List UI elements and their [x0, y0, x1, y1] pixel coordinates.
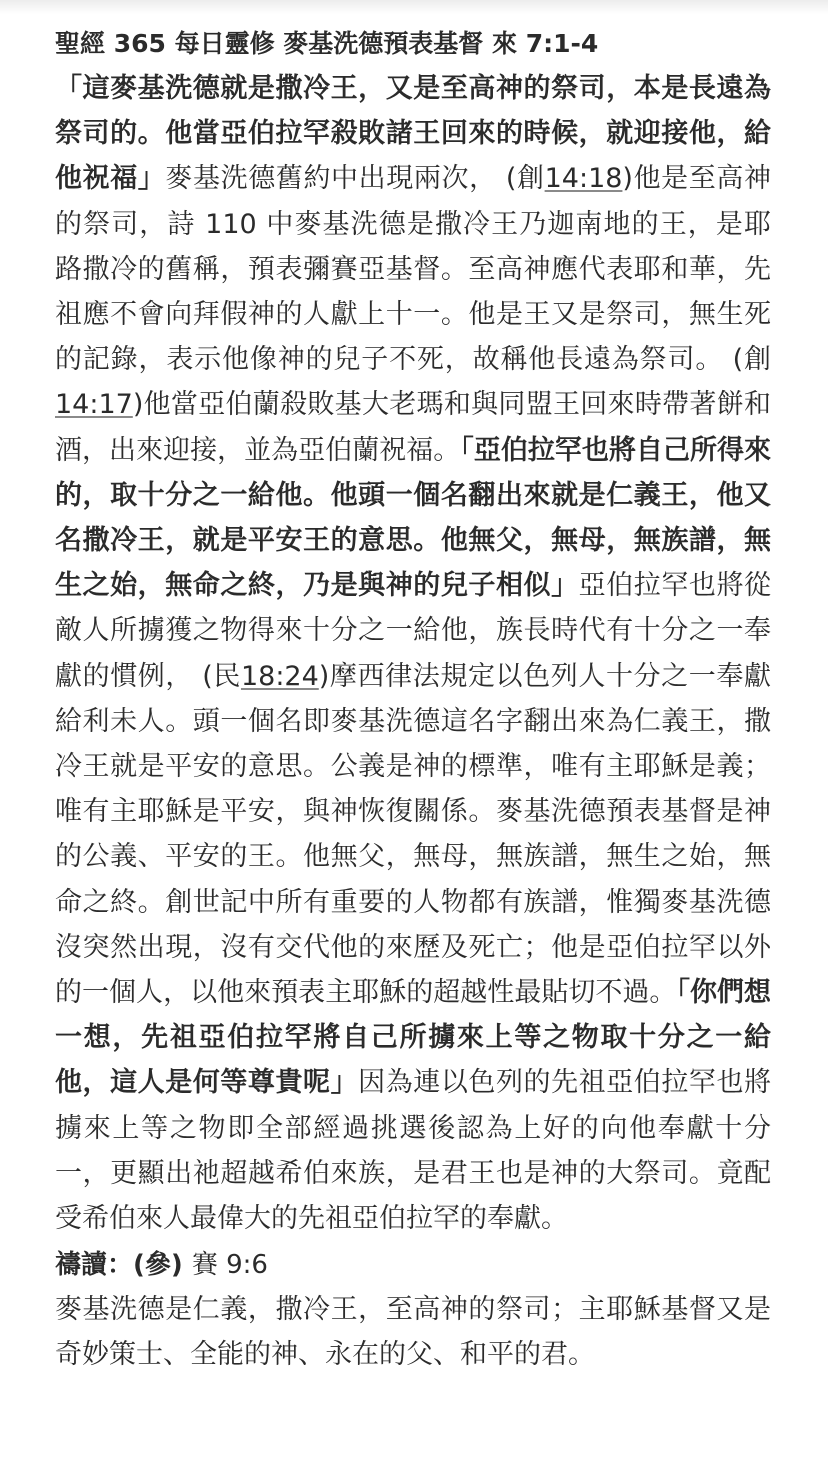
scripture-quote-1: 「這麥基洗德就是撒冷王，又是至高神的祭司，本是長遠為祭司的。他當亞伯拉罕殺敗諸王回來的時候，就迎接他，給他祝福」 [55, 73, 771, 195]
bible-ref-link-1[interactable]: 14:18 [544, 163, 623, 195]
prayer-verse-ref: 賽 9:6 [191, 1250, 268, 1281]
body-text-5: 摩西律法規定以色列人十分之一奉獻給利未人。頭一個名即麥基洗德這名字翻出來為仁義王，撒冷王就是平安的意思。公義是神的標準，唯有主耶穌是義；唯有主耶穌是平安，與神恢復關係。麥基洗德預表基督是神的公義、平安的王。他無父，無母，無族譜，無生之始，無命之終。創世記中所有重要的人物都有族譜，惟獨麥基洗德沒突然出現，沒有交代他的來歷及死亡；他是亞伯拉罕以外的一個人，以他來預表主耶穌的超越性最貼切不過。 [55, 660, 771, 1009]
body-text-3: 他當亞伯蘭殺敗基大老瑪和與同盟王回來時帶著餅和酒，出來迎接，並為亞伯蘭祝福。 [55, 389, 771, 466]
prayer-text: 麥基洗德是仁義，撒冷王，至高神的祭司；主耶穌基督又是奇妙策士、全能的神、永在的父、和平的君。 [55, 1294, 771, 1371]
body-text-1: 麥基洗德舊約中出現兩次， [165, 163, 497, 195]
bible-ref-link-2[interactable]: 14:17 [55, 389, 133, 421]
bible-ref-2[interactable]: (創14:17) [55, 344, 771, 421]
top-edge-shadow [0, 0, 828, 14]
page-title: 聖經 365 每日靈修 麥基洗德預表基督 來 7:1-4 [55, 29, 599, 58]
body-text-4: 亞伯拉罕也將從敵人所擄獲之物得來十分之一給他，族長時代有十分之一奉獻的慣例， [55, 570, 772, 692]
bible-ref-link-3[interactable]: 18:24 [240, 660, 319, 692]
prayer-heading [55, 1243, 771, 1287]
scripture-quote-2: 「亞伯拉罕也將自己所得來的，取十分之一給他。他頭一個名翻出來就是仁義王，他又名撒冷王，就是平安王的意思。他無父，無母，無族譜，無生之始，無命之終，乃是與神的兒子相似」 [55, 434, 772, 602]
devotional-body [55, 66, 771, 1241]
body-text-2: 他是至高神的祭司，詩 110 中麥基洗德是撒冷王乃迦南地的王，是耶路撒冷的舊稱，預表彌賽亞基督。至高神應代表耶和華，先祖應不會向拜假神的人獻上十一。他是王又是祭司，無生死的記錄，表示他像神的兒子不死，故稱他長遠為祭司。 [55, 163, 771, 376]
body-text-6: 因為連以色列的先祖亞伯拉罕也將擄來上等之物即全部經過挑選後認為上好的向他奉獻十分一，更顯出祂超越希伯來族，是君王也是神的大祭司。竟配受希伯來人最偉大的先祖亞伯拉罕的奉獻。 [55, 1067, 772, 1235]
devotional-article [55, 22, 771, 1377]
prayer-label: 禱讀：(參) [55, 1250, 183, 1281]
bible-ref-3[interactable]: (民18:24) [202, 660, 330, 692]
scripture-quote-3: 「你們想一想，先祖亞伯拉罕將自己所擄來上等之物取十分之一給他，這人是何等尊貴呢」 [55, 977, 772, 1099]
bible-ref-1[interactable]: (創14:18) [505, 163, 633, 195]
